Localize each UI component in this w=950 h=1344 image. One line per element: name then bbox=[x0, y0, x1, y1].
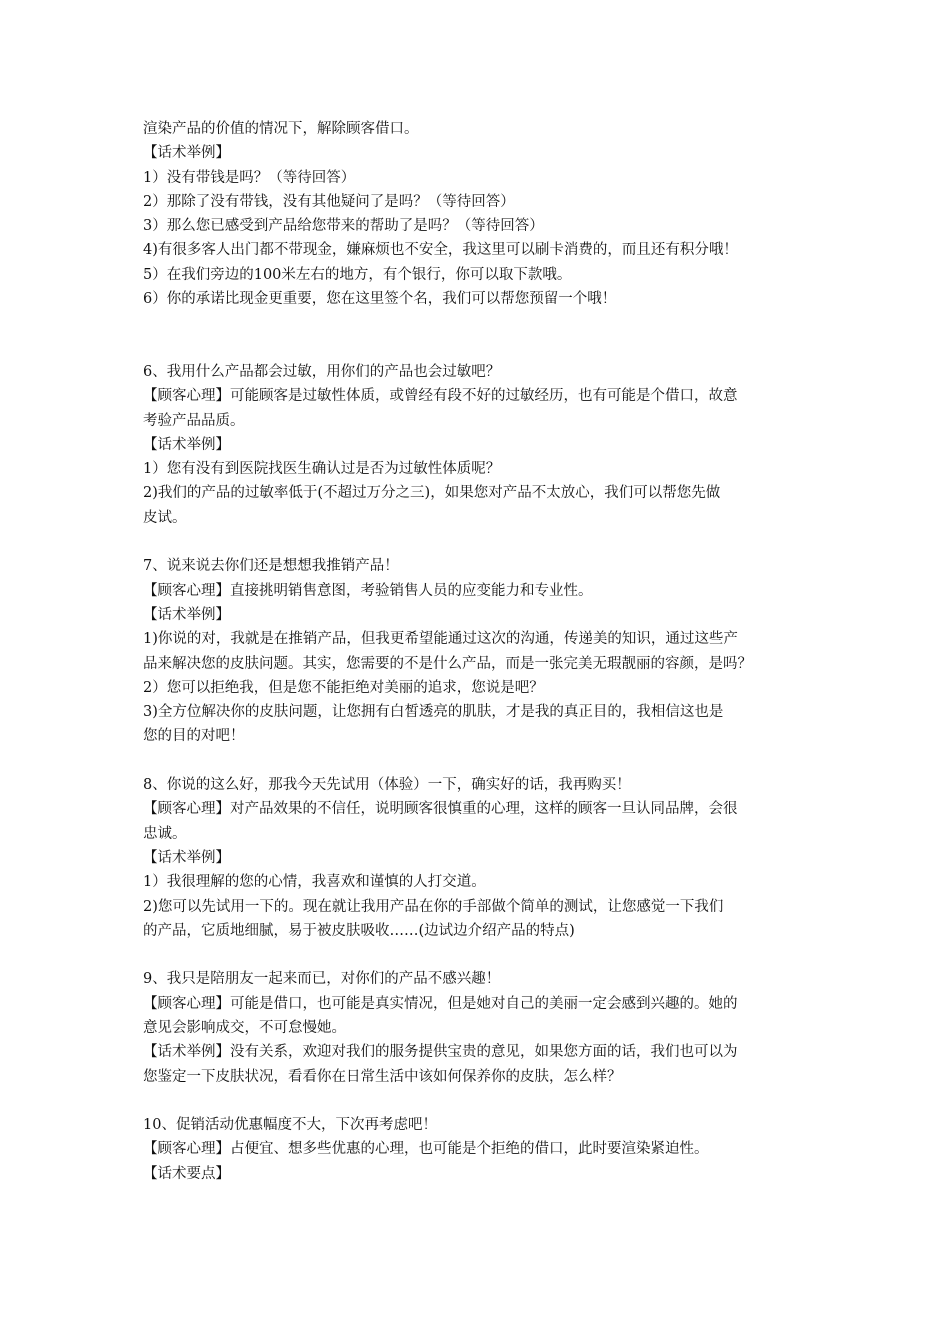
section-line: 【顾客心理】直接挑明销售意图，考验销售人员的应变能力和专业性。 bbox=[143, 582, 593, 599]
section-9 bbox=[143, 967, 823, 1088]
section-question: 10、促销活动优惠幅度不大，下次再考虑吧！ bbox=[143, 1117, 437, 1134]
section-7 bbox=[143, 554, 823, 748]
intro-heading-examples: 【话术举例】 bbox=[143, 145, 230, 162]
intro-line: 3）那么您已感受到产品给您带来的帮助了是吗？（等待回答） bbox=[143, 218, 544, 235]
spacer bbox=[143, 1089, 823, 1113]
intro-line: 渲染产品的价值的情况下，解除顾客借口。 bbox=[143, 121, 419, 137]
section-10 bbox=[143, 1113, 823, 1186]
section-question: 6、我用什么产品都会过敏，用你们的产品也会过敏吧？ bbox=[143, 363, 501, 380]
section-line: 意见会影响成交，不可怠慢她。 bbox=[143, 1019, 346, 1036]
section-line: 【顾客心理】对产品效果的不信任，说明顾客很慎重的心理，这样的顾客一旦认同品牌，会很 bbox=[143, 801, 738, 818]
section-line: 2)我们的产品的过敏率低于(不超过万分之三)，如果您对产品不太放心，我们可以帮您先做 bbox=[143, 485, 721, 502]
section-line: 【顾客心理】占便宜、想多些优惠的心理，也可能是个拒绝的借口，此时要渲染紧迫性。 bbox=[143, 1141, 709, 1158]
section-line: 【话术举例】 bbox=[143, 436, 230, 453]
spacer bbox=[143, 530, 823, 554]
intro-line: 1）没有带钱是吗？（等待回答） bbox=[143, 169, 356, 186]
section-line: 皮试。 bbox=[143, 509, 187, 526]
section-line: 2)您可以先试用一下的。现在就让我用产品在你的手部做个简单的测试，让您感觉一下我们 bbox=[143, 898, 724, 915]
spacer bbox=[143, 943, 823, 967]
section-line: 【顾客心理】可能顾客是过敏性体质，或曾经有段不好的过敏经历，也有可能是个借口，故意 bbox=[143, 388, 738, 405]
document-page bbox=[143, 117, 823, 1186]
spacer bbox=[143, 311, 823, 360]
section-line: 1）我很理解的您的心情，我喜欢和谨慎的人打交道。 bbox=[143, 874, 486, 891]
intro-line: 5）在我们旁边的100米左右的地方，有个银行，你可以取下款哦。 bbox=[143, 266, 572, 283]
intro-line: 6）你的承诺比现金更重要，您在这里签个名，我们可以帮您预留一个哦！ bbox=[143, 291, 617, 308]
section-question: 9、我只是陪朋友一起来而已，对你们的产品不感兴趣！ bbox=[143, 971, 501, 988]
section-line: 2）您可以拒绝我，但是您不能拒绝对美丽的追求，您说是吧？ bbox=[143, 679, 544, 696]
spacer bbox=[143, 749, 823, 773]
section-line: 考验产品品质。 bbox=[143, 412, 245, 429]
intro-block bbox=[143, 117, 823, 311]
intro-line: 4)有很多客人出门都不带现金，嫌麻烦也不安全，我这里可以刷卡消费的，而且还有积分哦！ bbox=[143, 242, 738, 259]
section-line: 【话术举例】 bbox=[143, 849, 230, 866]
section-line: 您鉴定一下皮肤状况，看看你在日常生活中该如何保养你的皮肤，怎么样？ bbox=[143, 1068, 622, 1085]
section-line: 品来解决您的皮肤问题。其实，您需要的不是什么产品，而是一张完美无瑕靓丽的容颜，是吗？ bbox=[143, 655, 752, 672]
section-line: 【话术举例】没有关系，欢迎对我们的服务提供宝贵的意见，如果您方面的话，我们也可以为 bbox=[143, 1044, 738, 1061]
section-8 bbox=[143, 773, 823, 943]
intro-line: 2）那除了没有带钱，没有其他疑问了是吗？（等待回答） bbox=[143, 193, 515, 210]
section-line: 的产品，它质地细腻，易于被皮肤吸收……(边试边介绍产品的特点) bbox=[143, 922, 575, 939]
section-question: 8、你说的这么好，那我今天先试用（体验）一下，确实好的话，我再购买！ bbox=[143, 777, 631, 794]
section-line: 您的目的对吧！ bbox=[143, 728, 245, 745]
section-line: 1）您有没有到医院找医生确认过是否为过敏性体质呢？ bbox=[143, 461, 501, 478]
section-line: 忠诚。 bbox=[143, 825, 187, 842]
section-line: 1)你说的对，我就是在推销产品，但我更希望能通过这次的沟通，传递美的知识，通过这些产 bbox=[143, 631, 738, 648]
section-line: 3)全方位解决你的皮肤问题，让您拥有白皙透亮的肌肤，才是我的真正目的，我相信这也是 bbox=[143, 704, 724, 721]
section-line: 【顾客心理】可能是借口，也可能是真实情况，但是她对自己的美丽一定会感到兴趣的。她的 bbox=[143, 995, 738, 1012]
section-6 bbox=[143, 360, 823, 530]
section-line: 【话术要点】 bbox=[143, 1165, 230, 1182]
section-line: 【话术举例】 bbox=[143, 606, 230, 623]
section-question: 7、说来说去你们还是想想我推销产品！ bbox=[143, 558, 399, 575]
